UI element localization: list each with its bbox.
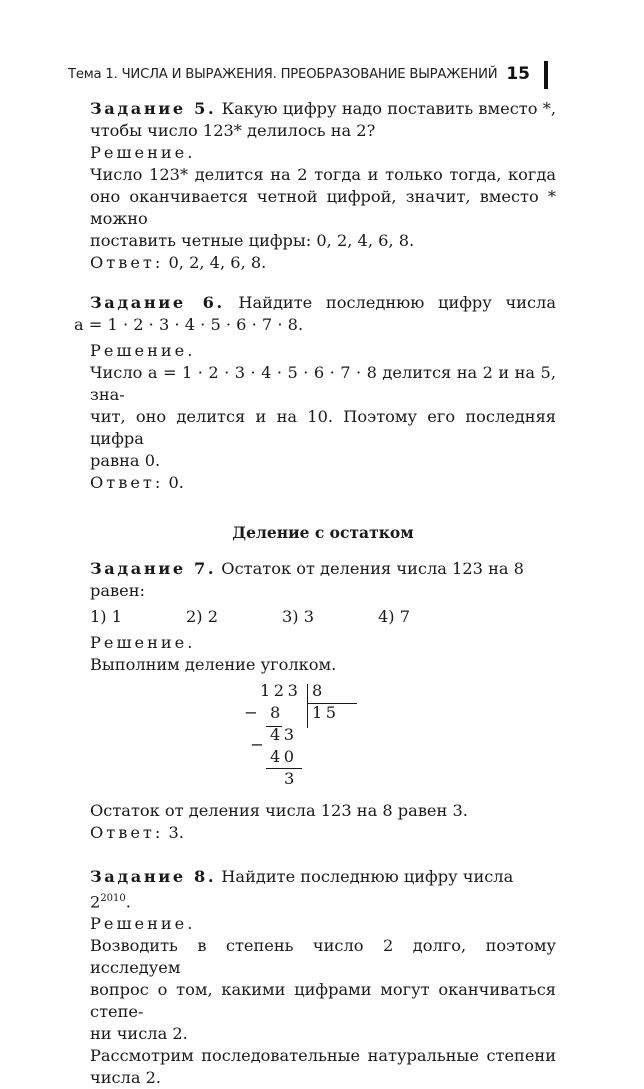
task-8-exponent: 2010 — [100, 893, 126, 904]
task-7-answer-label: Ответ: — [90, 823, 164, 842]
division-dividend: 123 — [260, 681, 302, 700]
task-7-option-3: 3) 3 — [282, 607, 315, 626]
task-5-question-line-1 — [90, 98, 556, 120]
task-7-answer — [90, 822, 556, 844]
page-content — [74, 98, 556, 1089]
division-divisor: 8 — [312, 681, 326, 700]
task-7-option-1: 1) 1 — [90, 607, 123, 626]
task-6-answer — [90, 472, 556, 494]
task-6-solution-line-3: равна 0. — [90, 451, 161, 470]
task-8-solution-label: Решение. — [90, 914, 196, 934]
division-final-remainder: 3 — [284, 769, 298, 788]
task-5-question-text: Какую цифру надо поставить вместо *, — [221, 99, 556, 118]
task-5-solution-line-2: оно оканчивается четной цифрой, значит, вместо * можно — [90, 187, 556, 228]
task-5-label: Задание 5. — [90, 99, 217, 118]
division-remainder-1: 43 — [270, 725, 298, 744]
division-subtrahend-1: 8 — [270, 703, 284, 722]
division-minus-1: − — [244, 703, 262, 722]
task-7 — [90, 558, 556, 844]
long-division — [244, 680, 372, 792]
task-7-answer-value: 3. — [168, 823, 184, 842]
task-8-para-2-line-1: Рассмотрим последовательные натуральные степени — [90, 1046, 556, 1066]
task-8-question — [90, 866, 556, 913]
task-7-options — [90, 606, 556, 628]
division-minus-2: − — [250, 735, 268, 754]
task-6-solution-line-2: чит, оно делится и на 10. Поэтому его последняя цифра — [90, 407, 556, 448]
task-6 — [74, 292, 556, 494]
division-vertical-line — [307, 684, 308, 728]
task-6-question-line-1 — [90, 292, 556, 314]
division-subtrahend-2: 40 — [270, 747, 298, 766]
task-6-question-text: Найдите последнюю цифру числа — [238, 293, 556, 312]
task-7-solution-label: Решение. — [90, 633, 196, 652]
task-5-solution-line-3: поставить четные цифры: 0, 2, 4, 6, 8. — [90, 231, 415, 250]
page-marker-bar — [544, 61, 548, 89]
task-7-question-text: Остаток от деления числа 123 на 8 равен: — [90, 559, 524, 600]
task-5-solution-label: Решение. — [90, 143, 196, 162]
task-6-solution-label: Решение. — [90, 341, 196, 360]
task-8 — [90, 866, 556, 1089]
task-6-formula: a = 1 · 2 · 3 · 4 · 5 · 6 · 7 · 8. — [74, 315, 304, 334]
task-6-answer-value: 0. — [168, 473, 184, 492]
task-8-para-2-line-2: числа 2. — [90, 1068, 162, 1088]
page-header — [68, 61, 548, 89]
task-6-answer-label: Ответ: — [90, 473, 164, 492]
task-6-label: Задание 6. — [90, 293, 225, 312]
task-7-conclusion: Остаток от деления числа 123 на 8 равен 3. — [90, 801, 468, 820]
task-8-para-1-line-1: Возводить в степень число 2 долго, поэтому исследуем — [90, 936, 556, 978]
task-8-label: Задание 8. — [90, 867, 217, 886]
task-7-solution-intro: Выполним деление уголком. — [90, 655, 337, 674]
task-5-answer-label: Ответ: — [90, 253, 164, 272]
task-8-para-1-line-2: вопрос о том, какими цифрами могут оканчиваться степе- — [90, 980, 556, 1022]
task-8-question-end: . — [125, 892, 131, 912]
task-7-question — [90, 558, 556, 602]
section-title: Деление с остатком — [232, 523, 414, 542]
task-5 — [90, 98, 556, 274]
task-5-answer-value: 0, 2, 4, 6, 8. — [168, 253, 267, 272]
page-number: 15 — [506, 64, 530, 84]
task-8-question-text: Найдите последнюю цифру числа 2 — [90, 867, 514, 912]
task-6-solution-line-1: Число a = 1 · 2 · 3 · 4 · 5 · 6 · 7 · 8 делится на 2 и на 5, зна- — [90, 363, 556, 404]
task-5-solution-line-1: Число 123* делится на 2 тогда и только тогда, когда — [90, 165, 556, 184]
running-head: Тема 1. ЧИСЛА И ВЫРАЖЕНИЯ. ПРЕОБРАЗОВАНИЕ ВЫРАЖЕНИЙ — [68, 67, 498, 82]
division-quotient: 15 — [312, 703, 340, 722]
task-8-para-1-line-3: ни числа 2. — [90, 1024, 188, 1044]
task-7-option-4: 4) 7 — [378, 607, 411, 626]
task-5-answer — [90, 252, 556, 274]
task-7-option-2: 2) 2 — [186, 607, 219, 626]
task-7-label: Задание 7. — [90, 559, 217, 578]
task-5-question-line-2: чтобы число 123* делилось на 2? — [90, 121, 376, 140]
